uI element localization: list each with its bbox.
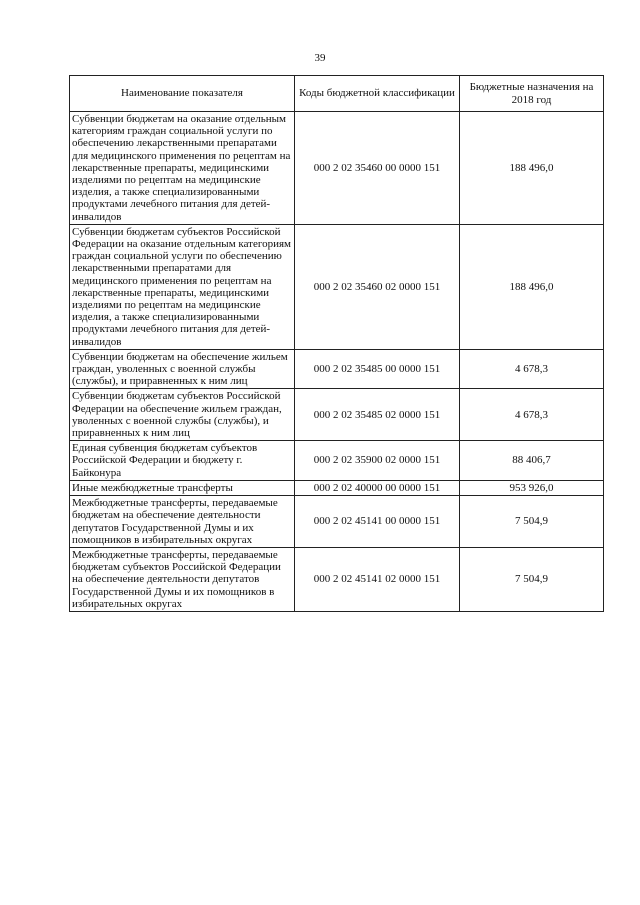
row-name: Межбюджетные трансферты, передаваемые бюджетам на обеспечение деятельности депутатов Государственной Думы и их помощников в избирательных округах — [70, 496, 295, 548]
row-name: Субвенции бюджетам на оказание отдельным категориям граждан социальной услуги по обеспечению лекарственными препаратами для медицинского применения по рецептам на лекарственные препараты, медицинскими изделиями по рецептам на медицинские изделия, а также специализированными продуктами лечебного питания для детей-инвалидов — [70, 112, 295, 225]
row-code: 000 2 02 35485 00 0000 151 — [295, 349, 460, 389]
table-row — [70, 496, 604, 548]
row-name: Единая субвенция бюджетам субъектов Российской Федерации и бюджету г. Байконура — [70, 441, 295, 481]
table-row — [70, 112, 604, 225]
table-row — [70, 480, 604, 495]
row-amount: 88 406,7 — [460, 441, 604, 481]
row-code: 000 2 02 40000 00 0000 151 — [295, 480, 460, 495]
row-name: Субвенции бюджетам субъектов Российской Федерации на оказание отдельным категориям граждан социальной услуги по обеспечению лекарственными препаратами для медицинского применения по рецептам на лекарственные препараты, медицинскими изделиями по рецептам на медицинские изделия, а также специализированными продуктами лечебного питания для детей-инвалидов — [70, 224, 295, 349]
page-number: 39 — [314, 52, 326, 64]
row-code: 000 2 02 35460 00 0000 151 — [295, 112, 460, 225]
row-code: 000 2 02 35485 02 0000 151 — [295, 389, 460, 441]
row-name: Иные межбюджетные трансферты — [70, 480, 295, 495]
row-amount: 188 496,0 — [460, 224, 604, 349]
row-amount: 4 678,3 — [460, 389, 604, 441]
budget-table — [69, 75, 604, 612]
row-code: 000 2 02 45141 00 0000 151 — [295, 496, 460, 548]
row-code: 000 2 02 45141 02 0000 151 — [295, 547, 460, 611]
table-row — [70, 224, 604, 349]
row-amount: 7 504,9 — [460, 547, 604, 611]
table-row — [70, 441, 604, 481]
row-code: 000 2 02 35460 02 0000 151 — [295, 224, 460, 349]
table-row — [70, 389, 604, 441]
table-header — [70, 76, 604, 112]
row-name: Субвенции бюджетам субъектов Российской Федерации на обеспечение жильем граждан, уволенных с военной службы (службы), и приравненных к ним лиц — [70, 389, 295, 441]
row-name: Субвенции бюджетам на обеспечение жильем граждан, уволенных с военной службы (службы), и приравненных к ним лиц — [70, 349, 295, 389]
row-amount: 953 926,0 — [460, 480, 604, 495]
table-row — [70, 349, 604, 389]
table-row — [70, 547, 604, 611]
row-amount: 4 678,3 — [460, 349, 604, 389]
row-amount: 7 504,9 — [460, 496, 604, 548]
table-body — [70, 112, 604, 612]
row-name: Межбюджетные трансферты, передаваемые бюджетам субъектов Российской Федерации на обеспечение деятельности депутатов Государственной Думы и их помощников в избирательных округах — [70, 547, 295, 611]
header-code: Коды бюджетной классификации — [295, 76, 460, 112]
header-name: Наименование показателя — [70, 76, 295, 112]
row-code: 000 2 02 35900 02 0000 151 — [295, 441, 460, 481]
header-row — [70, 76, 604, 112]
header-amount: Бюджетные назначения на 2018 год — [460, 76, 604, 112]
row-amount: 188 496,0 — [460, 112, 604, 225]
